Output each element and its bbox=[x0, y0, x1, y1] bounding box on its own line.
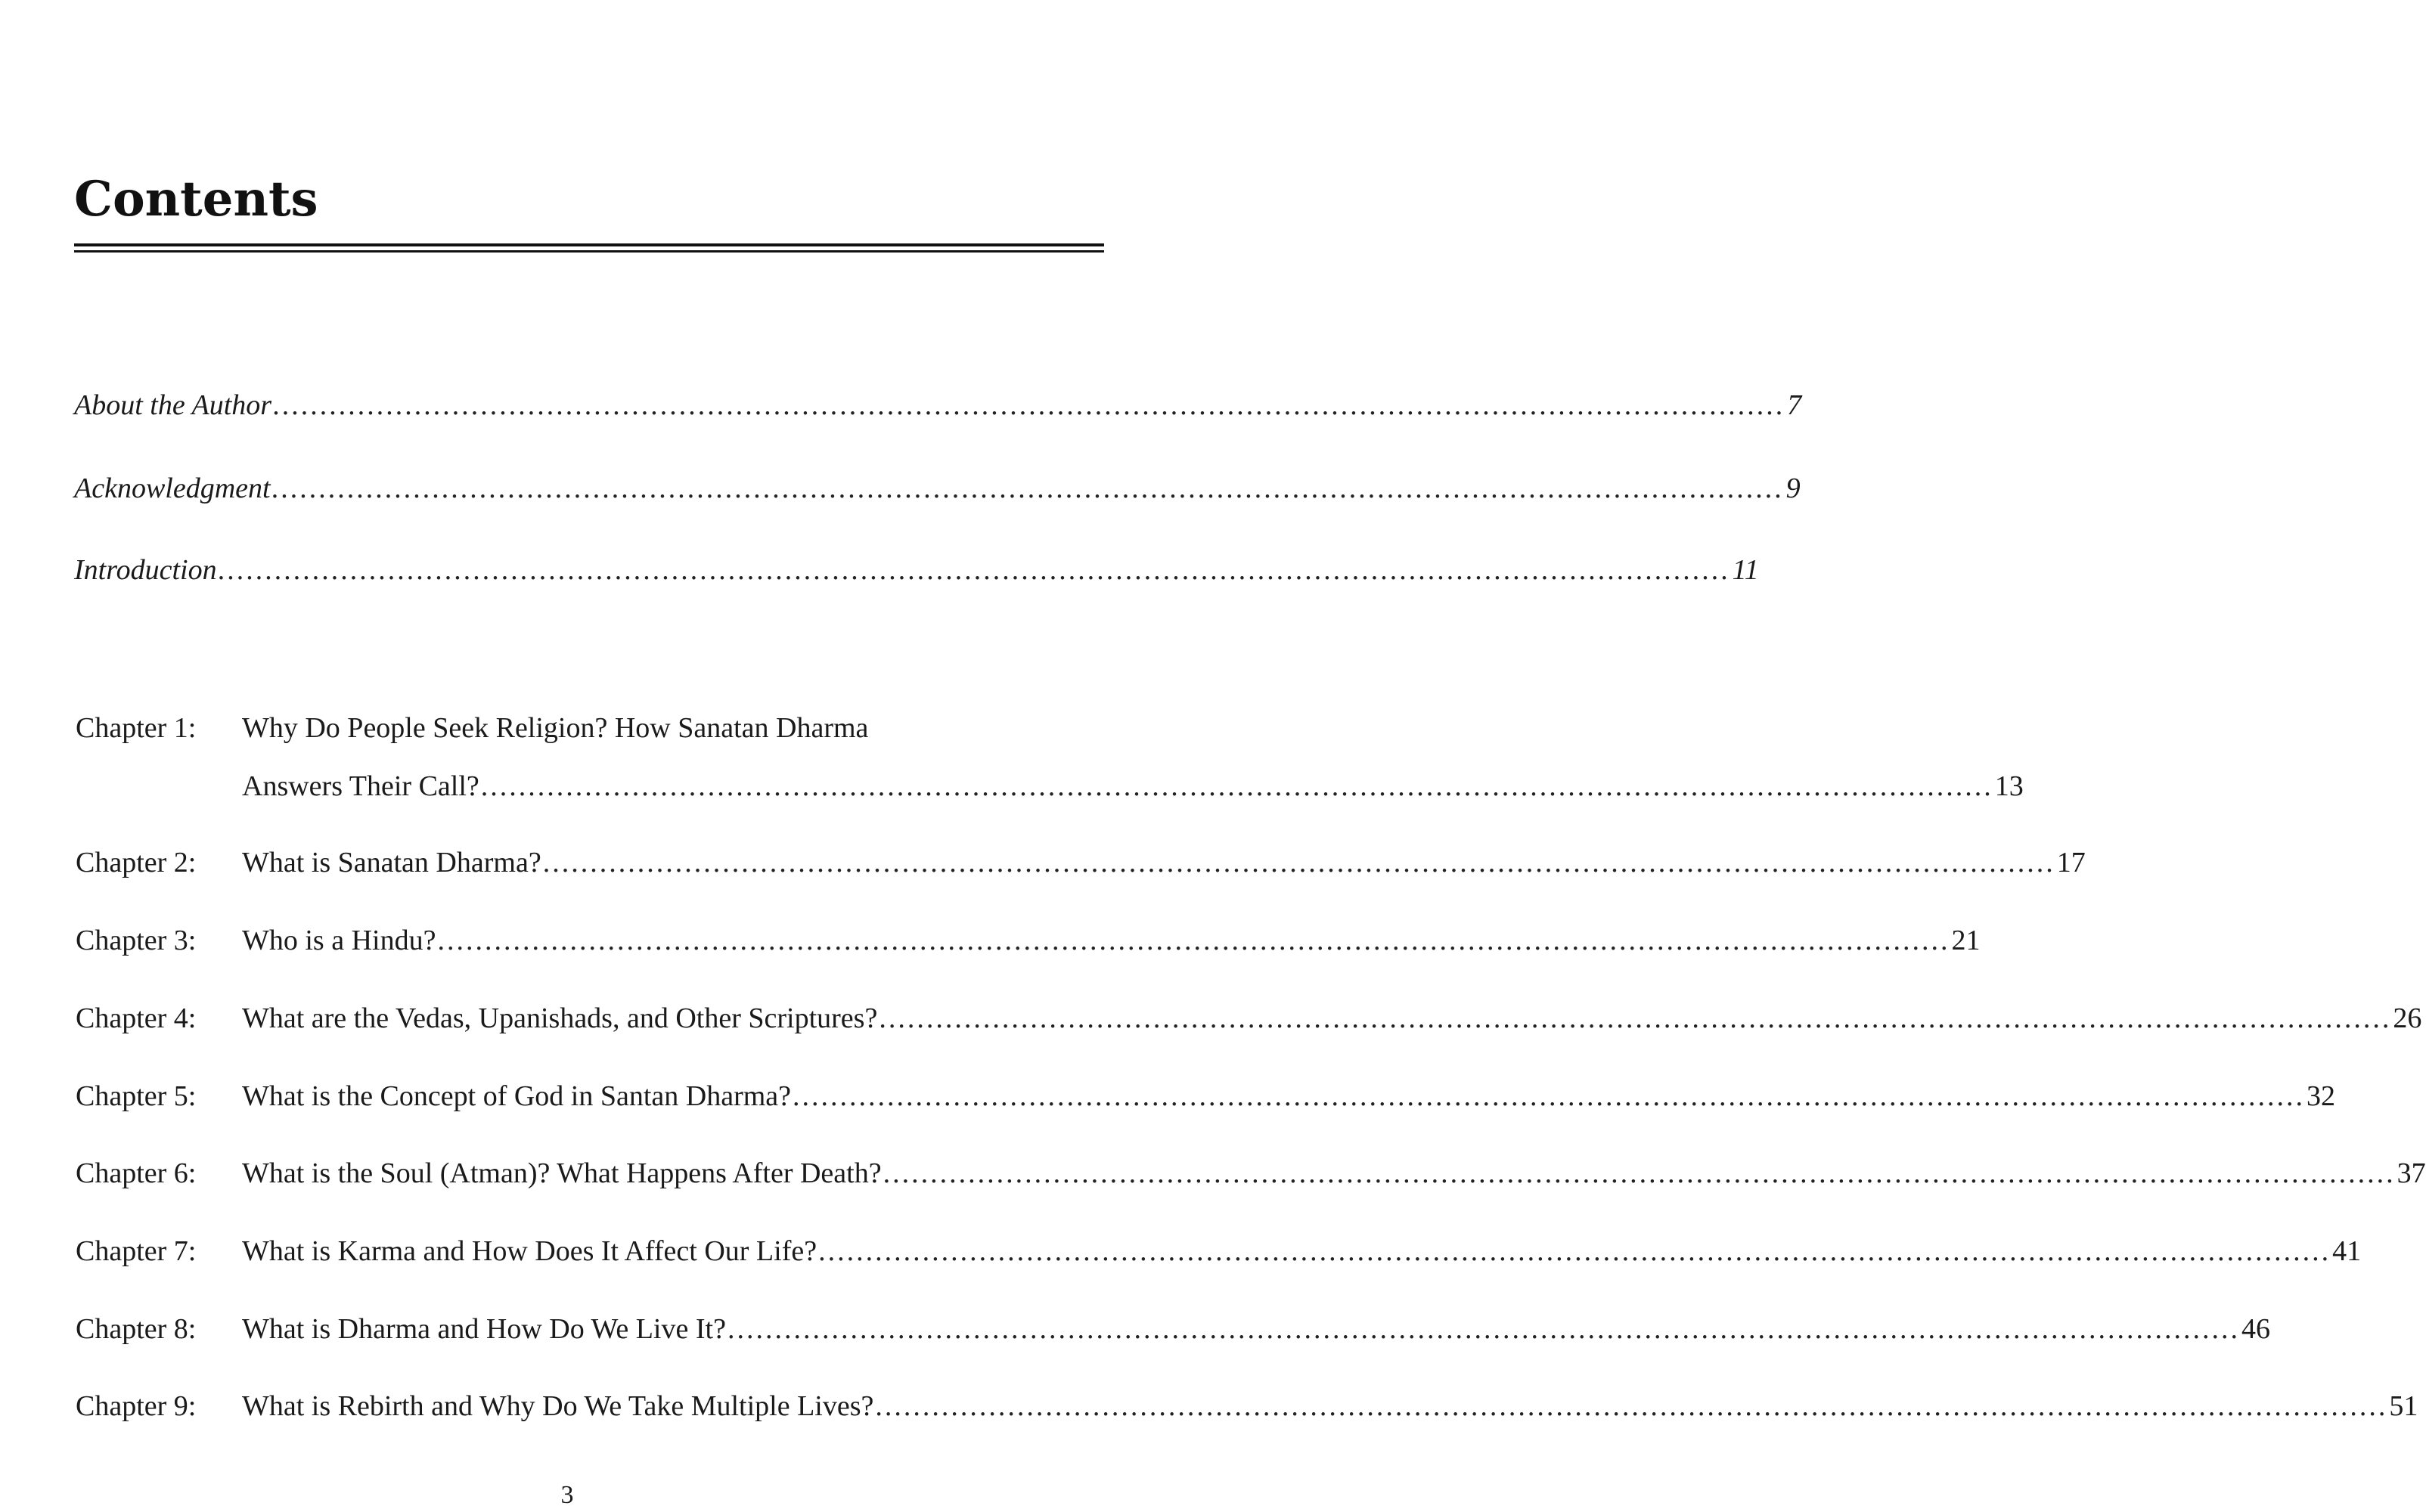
chapter-title: What are the Vedas, Upanishads, and Other Scriptures? bbox=[242, 1002, 878, 1034]
dot-leader: ................................................................................................................................................................ bbox=[480, 770, 1993, 802]
chapter-title: What is Rebirth and Why Do We Take Multiple Lives? bbox=[242, 1390, 874, 1422]
dot-leader: ................................................................................................................................................................ bbox=[793, 1080, 2306, 1112]
chapter-title: Who is a Hindu? bbox=[242, 925, 436, 956]
toc-entry-page: 46 bbox=[2241, 1313, 2270, 1345]
chapter-title: What is Karma and How Does It Affect Our Life? bbox=[242, 1235, 817, 1267]
dot-leader: ................................................................................................................................................................ bbox=[542, 847, 2055, 878]
page-number: 3 bbox=[560, 1481, 574, 1509]
chapter-title: What is Dharma and How Do We Live It? bbox=[242, 1313, 726, 1345]
toc-entry-chapter-4[interactable] bbox=[242, 1000, 2422, 1036]
chapter-label: Chapter 7: bbox=[76, 1235, 197, 1267]
toc-entry-page: 21 bbox=[1951, 925, 1981, 956]
toc-entry-chapter-9[interactable] bbox=[242, 1388, 2418, 1424]
chapter-label: Chapter 9: bbox=[76, 1390, 197, 1422]
toc-entry-page: 37 bbox=[2397, 1157, 2426, 1189]
chapter-title-line1[interactable]: Why Do People Seek Religion? How Sanatan Dharma bbox=[242, 712, 869, 744]
dot-leader: ................................................................................................................................................................ bbox=[883, 1157, 2396, 1189]
toc-entry-page: 13 bbox=[1994, 770, 2024, 802]
toc-entry-title: Introduction bbox=[74, 554, 217, 586]
toc-entry-title: Acknowledgment bbox=[74, 472, 271, 504]
dot-leader: ................................................................................................................................................................ bbox=[818, 1235, 2331, 1267]
dot-leader: ................................................................................................................................................................ bbox=[218, 554, 1731, 586]
toc-entry-introduction[interactable] bbox=[74, 552, 1759, 588]
toc-entry-page: 41 bbox=[2332, 1235, 2362, 1267]
chapter-label: Chapter 2: bbox=[76, 847, 197, 878]
toc-entry-page: 7 bbox=[1787, 389, 1802, 421]
chapter-title: What is the Soul (Atman)? What Happens After Death? bbox=[242, 1157, 882, 1189]
chapter-title: What is the Concept of God in Santan Dharma? bbox=[242, 1080, 792, 1112]
toc-entry-chapter-2[interactable] bbox=[242, 844, 2086, 881]
toc-entry-chapter-1[interactable] bbox=[242, 768, 2024, 804]
chapter-label: Chapter 3: bbox=[76, 925, 197, 956]
chapter-label: Chapter 6: bbox=[76, 1157, 197, 1189]
toc-entry-page: 9 bbox=[1785, 472, 1801, 504]
chapter-label: Chapter 5: bbox=[76, 1080, 197, 1112]
toc-entry-acknowledgment[interactable] bbox=[74, 470, 1801, 507]
chapter-label: Chapter 1: bbox=[76, 712, 197, 744]
toc-entry-chapter-3[interactable] bbox=[242, 922, 1981, 959]
dot-leader: ................................................................................................................................................................ bbox=[875, 1390, 2388, 1422]
dot-leader: ................................................................................................................................................................ bbox=[879, 1002, 2392, 1034]
chapter-title-line2: Answers Their Call? bbox=[242, 770, 479, 802]
dot-leader: ................................................................................................................................................................ bbox=[273, 389, 1786, 421]
toc-entry-chapter-8[interactable] bbox=[242, 1311, 2270, 1347]
chapter-title: What is Sanatan Dharma? bbox=[242, 847, 541, 878]
chapter-label: Chapter 4: bbox=[76, 1002, 197, 1034]
toc-entry-chapter-6[interactable] bbox=[242, 1155, 2426, 1191]
toc-entry-page: 17 bbox=[2056, 847, 2086, 878]
dot-leader: ................................................................................................................................................................ bbox=[727, 1313, 2240, 1345]
page-title: Contents bbox=[74, 171, 318, 228]
toc-entry-chapter-5[interactable] bbox=[242, 1078, 2336, 1114]
toc-entry-chapter-7[interactable] bbox=[242, 1233, 2362, 1269]
toc-entry-page: 32 bbox=[2307, 1080, 2336, 1112]
chapter-label: Chapter 8: bbox=[76, 1313, 197, 1345]
toc-entry-page: 26 bbox=[2393, 1002, 2422, 1034]
toc-entry-page: 51 bbox=[2389, 1390, 2418, 1422]
dot-leader: ................................................................................................................................................................ bbox=[271, 472, 1785, 504]
toc-entry-about-author[interactable] bbox=[74, 387, 1802, 423]
title-rule-thin bbox=[74, 250, 1104, 253]
dot-leader: ................................................................................................................................................................ bbox=[437, 925, 1950, 956]
toc-entry-title: About the Author bbox=[74, 389, 272, 421]
toc-entry-page: 11 bbox=[1732, 554, 1759, 586]
title-rule-thick bbox=[74, 243, 1104, 246]
